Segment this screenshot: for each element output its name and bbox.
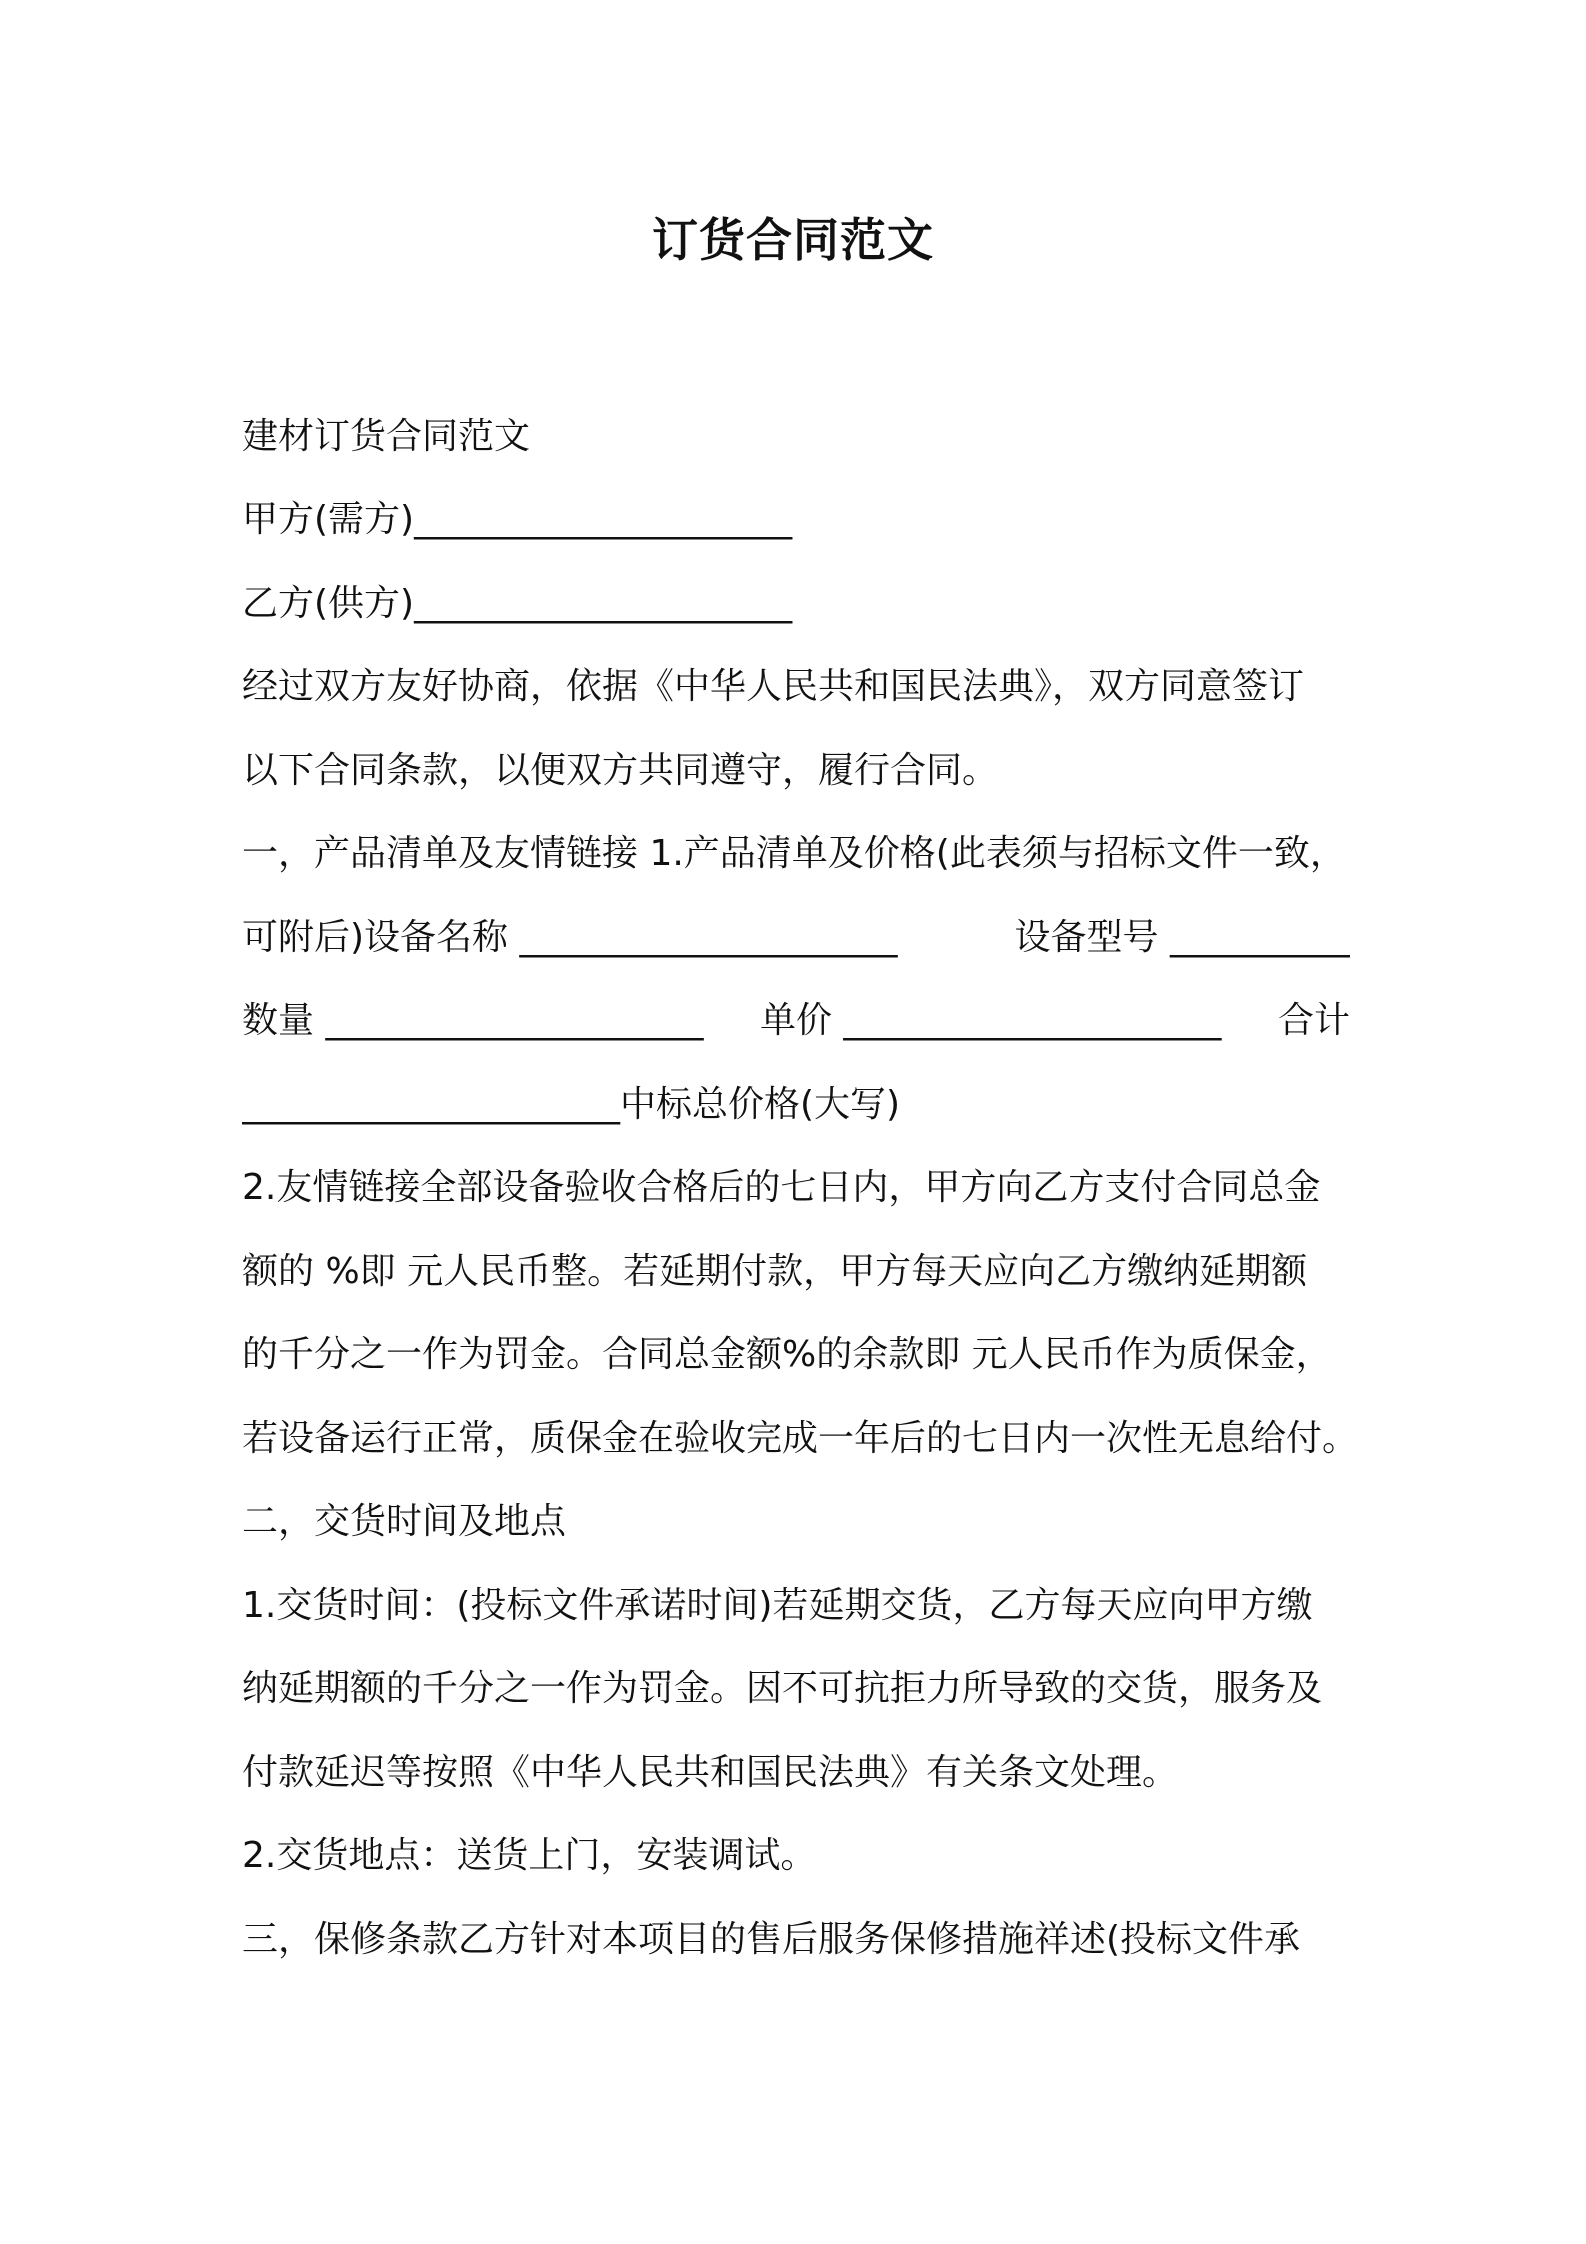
quantity-row: [242, 996, 1350, 1046]
body-line: 以下合同条款，以便双方共同遵守，履行合同。: [242, 750, 999, 791]
payment-line: 额的 %即 元人民币整。若延期付款，甲方每天应向乙方缴纳延期额: [242, 1251, 1308, 1292]
delivery-time-line: 纳延期额的千分之一作为罚金。因不可抗拒力所导致的交货，服务及: [242, 1668, 1323, 1709]
quantity-field: 数量 _____________________: [242, 1000, 704, 1041]
total-field: 合计: [1277, 1000, 1350, 1041]
section-1-heading: 一，产品清单及友情链接 1.产品清单及价格(此表须与招标文件一致，: [242, 833, 1346, 874]
section-3-heading: 三，保修条款乙方针对本项目的售后服务保修措施祥述(投标文件承: [242, 1919, 1301, 1960]
payment-line: 的千分之一作为罚金。合同总金额%的余款即 元人民币作为质保金，: [242, 1334, 1332, 1375]
party-b-line: 乙方(供方)_____________________: [242, 583, 793, 624]
document-title: 订货合同范文: [652, 213, 934, 267]
subtitle-line: 建材订货合同范文: [242, 416, 531, 457]
unit-price-field: 单价 _____________________: [759, 1000, 1222, 1041]
payment-line: 2.友情链接全部设备验收合格后的七日内，甲方向乙方支付合同总金: [242, 1167, 1321, 1208]
section-2-heading: 二，交货时间及地点: [242, 1501, 567, 1542]
payment-line: 若设备运行正常，质保金在验收完成一年后的七日内一次性无息给付。: [242, 1418, 1359, 1459]
bid-total-line: _____________________中标总价格(大写): [242, 1084, 901, 1125]
body-line: 经过双方友好协商，依据《中华人民共和国民法典》，双方同意签订: [242, 666, 1305, 707]
equipment-model-field: 设备型号 __________: [1014, 917, 1350, 958]
equipment-row: [242, 913, 1350, 963]
delivery-time-line: 1.交货时间：(投标文件承诺时间)若延期交货，乙方每天应向甲方缴: [242, 1585, 1313, 1626]
party-a-line: 甲方(需方)_____________________: [242, 499, 793, 540]
delivery-time-line: 付款延迟等按照《中华人民共和国民法典》有关条文处理。: [242, 1752, 1179, 1793]
equipment-name-field: 可附后)设备名称 _____________________: [242, 917, 898, 958]
delivery-place-line: 2.交货地点：送货上门，安装调试。: [242, 1835, 817, 1876]
